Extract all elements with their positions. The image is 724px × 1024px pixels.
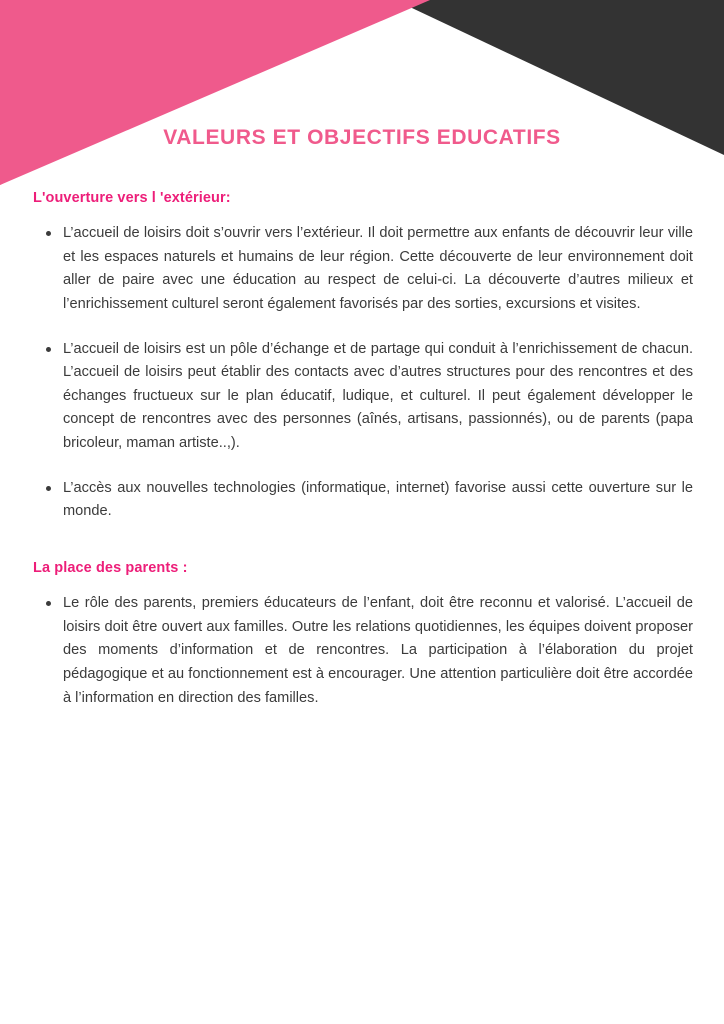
bullet-dot-icon (46, 601, 51, 606)
section-heading-parents: La place des parents : (33, 560, 188, 577)
list-item-text: Le rôle des parents, premiers éducateurs de l’enfant, doit être reconnu et valorisé. L’accueil de loisirs doit être ouvert aux familles. Outre les relations quotidiennes, les équipes doivent proposer des moments d’information et de rencontres. La participation à l’élaboration du projet pédagogique et au fonctionnement est à encourager. Une attention particulière doit être accordée à l’information en direction des familles. (63, 595, 693, 706)
section-heading-ouverture: L'ouverture vers l 'extérieur: (33, 190, 231, 206)
list-item (33, 338, 693, 456)
list-item-text: L’accueil de loisirs est un pôle d’échange et de partage qui conduit à l’enrichissement de chacun. L’accueil de loisirs peut établir des contacts avec d’autres structures pour des rencontres et des échanges fructueux sur le plan éducatif, ludique, et culturel. Il peut également développer le concept de rencontres avec des personnes (aînés, artisans, passionnés), ou de parents (papa bricoleur, maman artiste..,). (63, 340, 693, 452)
bullet-dot-icon (46, 486, 51, 491)
bullet-list-parents (33, 592, 693, 710)
document-body (33, 190, 693, 710)
header-decoration (0, 0, 724, 185)
bullet-list-ouverture (33, 222, 693, 524)
list-item (33, 222, 693, 317)
list-item (33, 477, 693, 524)
bullet-dot-icon (46, 347, 51, 352)
page-title: VALEURS ET OBJECTIFS EDUCATIFS (163, 126, 561, 149)
list-item-text: L’accueil de loisirs doit s’ouvrir vers l’extérieur. Il doit permettre aux enfants de découvrir leur ville et les espaces naturels et humains de leur région. Cette découverte de leur environnement doit aller de paire avec une éducation au respect de celui-ci. La découverte d’autres milieux et l’enrichissement culturel seront également favorisés par des sorties, excursions et visites. (63, 225, 693, 312)
bullet-dot-icon (46, 231, 51, 236)
pink-banner-shape-2 (0, 0, 430, 185)
list-item-text: L’accès aux nouvelles technologies (informatique, internet) favorise aussi cette ouverture sur le monde. (63, 479, 693, 520)
list-item (33, 592, 693, 710)
